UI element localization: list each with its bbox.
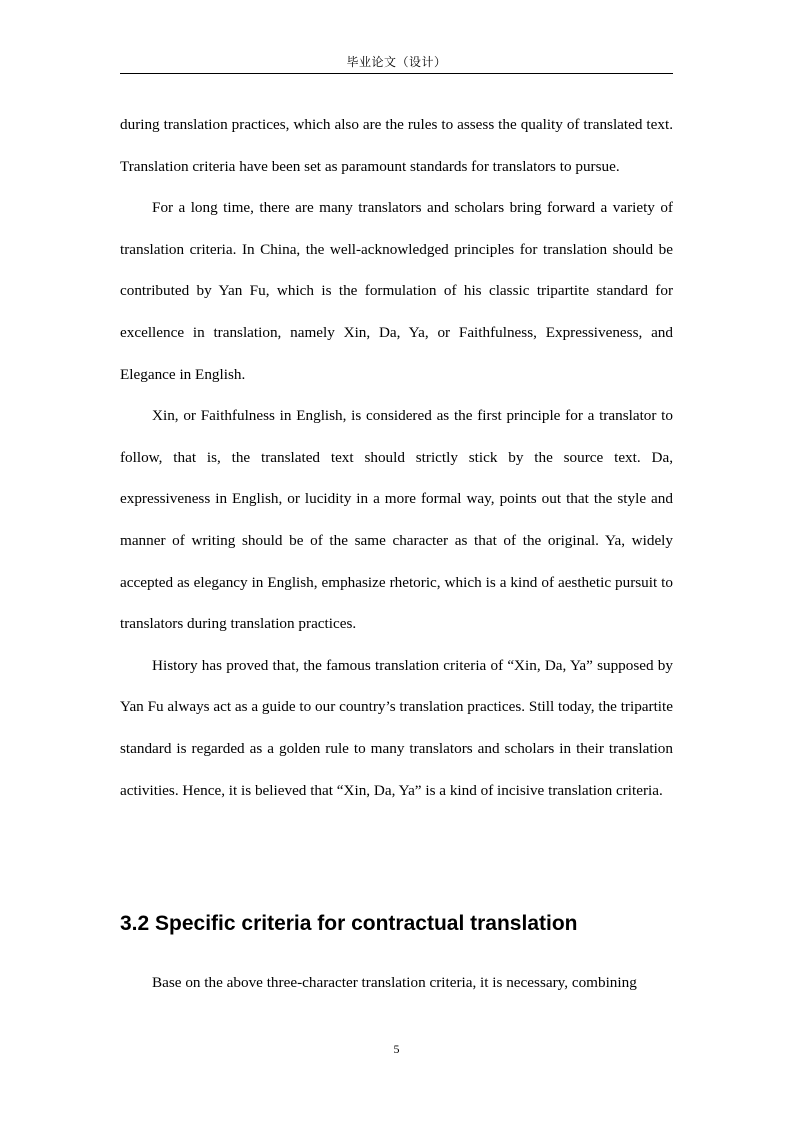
paragraph-continuation: during translation practices, which also are the rules to assess the quality of translated text. Translation criteria have been set as paramount standards for translators to pursue.	[120, 116, 673, 175]
page-number: 5	[393, 1042, 400, 1056]
header-title: 毕业论文（设计）	[346, 55, 447, 69]
section-first-line: Base on the above three-character translation criteria, it is necessary, combining	[152, 974, 637, 991]
paragraph-xin-da-ya: Xin, or Faithfulness in English, is considered as the first principle for a translator to follow, that is, the translated text should strictly stick by the source text. Da, expressiveness in English, or lucidity in a more formal way, points out that the style and manner of writing should be of the same character as that of the original. Ya, widely accepted as elegancy in English, emphasize rhetoric, which is a kind of aesthetic pursuit to translators during translation practices.	[120, 407, 673, 633]
page-header	[120, 52, 673, 74]
body-text	[120, 104, 673, 811]
section-heading: 3.2 Specific criteria for contractual translation	[120, 912, 578, 935]
paragraph-translation-criteria: For a long time, there are many translators and scholars bring forward a variety of translation criteria. In China, the well-acknowledged principles for translation should be contributed by Yan Fu, which is the formulation of his classic tripartite standard for excellence in translation, namely Xin, Da, Ya, or Faithfulness, Expressiveness, and Elegance in English.	[120, 199, 673, 383]
paragraph-history: History has proved that, the famous translation criteria of “Xin, Da, Ya” supposed by Yan Fu always act as a guide to our country’s translation practices. Still today, the tripartite standard is regarded as a golden rule to many translators and scholars in their translation activities. Hence, it is believed that “Xin, Da, Ya” is a kind of incisive translation criteria.	[120, 656, 673, 799]
